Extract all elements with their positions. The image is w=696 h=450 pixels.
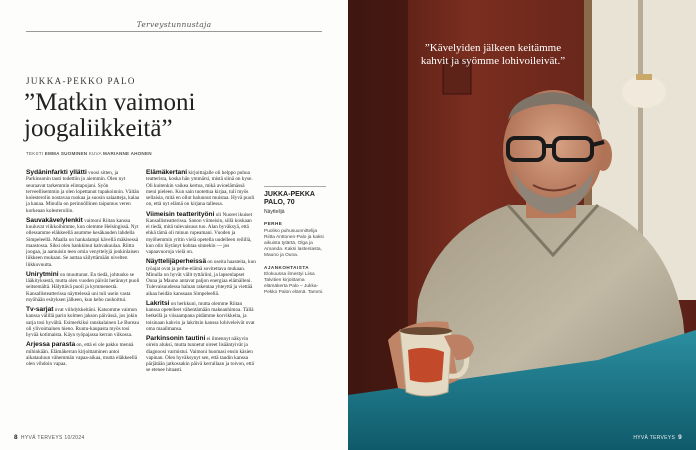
text-column-1 [26, 170, 140, 371]
bio-sidebar [264, 186, 326, 302]
paragraph [26, 307, 140, 338]
wall-lamp [622, 76, 666, 108]
paragraph-lead: Sydäninfarkti yllätti [26, 169, 87, 176]
page-number: 9 [678, 434, 682, 441]
bio-name: JUKKA-PEKKA PALO, 70 [264, 191, 315, 206]
paragraph-body: oli Nuoret ikuiset Kansallisteatterissa. Sanon viimeisin, sillä koskaan ei tiedä, mitä tulevaisuus tuo. Alan byväksyä, että ehkä tämä oli minun rupeamani. Vuoden ja myöhemmin yritin vielä opetella uudelleen reilillä, kun olin löytänyt kohtaa sinnekin — jos vapaavuoroja vielä on. [146, 211, 253, 255]
paragraph-lead: Sauvakävelylenkit [26, 216, 83, 224]
paragraph-body: ei ilmennyt näkyvin oirein aluksi, mutta tunnetut oireet lisääntyivät ja diagnoosi varmistui. Vaimoni huomasi ensin käsien vapinan. Olen hyväksynyt sen, että taudin kanssa pärjätään jatkossakin päivä kerrallaan ja toivon, että se etenee hitaasti. [146, 336, 254, 374]
paragraph-lead: Lakritsi [146, 299, 170, 307]
lamp-arm [636, 74, 652, 80]
article-credits [26, 151, 152, 156]
paragraph-lead: Näyttelijäperheissä [146, 258, 207, 266]
paragraph [146, 301, 256, 332]
text-label: TEKSTI [26, 151, 44, 156]
paragraph-body: on useita haasteita, kun työajat ovat ja perhe-elämä sovitettava mukaan. Minulla on hyvät välit tyttäriini, ja lapsenlapset Ouna ja Mauno antavat paljon energiaa elämälleni. Tulevaisuudessa haluan rakentaa yhteyttä ja viettää aikaa heidän kanssaan Simpeleellä. [146, 259, 256, 297]
paragraph-body: on muuttunut. En tiedä, johtuuko se lääkityksestä, mutta olen vuoden päivät herännyt puoli seitsemältä. Hälyttävä puoli ja kymmenestä. Kansallisteatterissa näyttelessä uni tuli usein vasta myöhään esityksen jälkeen, kun keho rauhoittui. [26, 271, 140, 303]
paragraph-body: on herkkuni, mutta olemme Riitan kanssa opetelleet vähentämään makeanhimoa. Tällä hetkellä ja viisaampana pidämme korvikkeita, ja toisinaan kahvin ja lakritsin kanssa lohiveleivät ovat oma maailmansa. [146, 300, 255, 332]
bio-rule [264, 186, 326, 187]
magazine-name: HYVÄ TERVEYS [633, 435, 676, 441]
paragraph-body: vaimoni Riitan kanssa kuuluvat viikkoihimme, kun olemme Helsingissä. Nyt ollessamme eläkkeellä asumme kesäkauden lahdella Simpeleellä. Maalla on hankalampi kävellä mäkisessä maastossa. Siksi olen hankkinut kahvakuulaa. Riitta joogaa, ja aamuisin teen omia venyttelyjä jonkinlaisen liikkeen mukaan. Se auttaa säilyttämään nivelten liikkuvuutta. [26, 217, 139, 268]
folio-left [14, 434, 85, 441]
right-page [348, 0, 696, 450]
paragraph [26, 272, 140, 303]
pull-quote: ”Kävelyiden jälkeen keitämme kahvit ja syömme lohivoileivät.” [420, 42, 566, 67]
paragraph [146, 336, 256, 374]
paragraph [26, 170, 140, 214]
paragraph-lead: Arjessa parasta [26, 341, 76, 349]
paragraph-lead: Unirytmini [26, 270, 59, 278]
text-column-2 [146, 170, 256, 378]
article-kicker: JUKKA-PEKKO PALO [26, 76, 136, 86]
bio-role: Näyttelijä [264, 209, 285, 215]
paragraph [146, 170, 256, 208]
portrait-photo [348, 0, 696, 450]
paragraph [146, 212, 256, 256]
paragraph-lead: Parkinsonin tautini [146, 335, 206, 342]
paragraph-lead: Elämäkertani [146, 169, 188, 176]
photo-author: MARIANNE AHONEN [102, 151, 152, 156]
paragraph-lead: Tv-sarjat [26, 306, 54, 313]
paragraph-body: ovat viihdykkeitäni. Katsomme vaimon kanssa välillä parin kolmen jakson päivässä, jos jokin sarja tosi hyvältä. Esimerkiksi ranskalainen Le Bureau oli ylivoimainen hieno. Ruutu-kaupasta myös tosi hyvää kotimaista. Käyn työpajassa kerran viikossa. [26, 307, 140, 338]
paragraph [26, 342, 140, 367]
photo-label: KUVA [88, 151, 102, 156]
top-rule [26, 31, 322, 32]
page-number: 8 [14, 434, 18, 441]
paragraph-body: kirjoittajalle oli helppo puhua teatterista, koska hän ymmärsi, mistä siinä on kyse. Oli kuitenkin vaikea kertoa, mikä avioelämässä meni pieleen. Kun sain tuotettua kirjaa, tuli myös sellaisia, mitä en ollut halunnut muistaa. Hyvä puoli on, että nyt elämä on kirjana tallessa. [146, 170, 255, 208]
magazine-name: HYVÄ TERVEYS 10/2024 [20, 435, 85, 441]
paragraph-body: vuosi sitten, ja Parkinsonin tauti todettiin jo aiemmin. Olen nyt seuraavat tarkemmin elintapojani. Syön terveellisemmin ja olen lopettanut tupakoinnin. Väitän kolesterolin nostavaa ruokaa ja suosin salaatteja, kalaa ja kanaa. Minulla on perinnöllinen taipumus veren korkeaan kolesteroliin. [26, 170, 140, 214]
text-author: EMMA SUOMINEN [44, 151, 88, 156]
paragraph [26, 218, 140, 268]
bio-current-heading: AJANKOHTAISTA [264, 264, 310, 270]
bio-family-text: Puoliso puhusuunnittelija Riitta Anttonen-Palo ja kaksi aikuista tytärtä, Olga ja Amanda. Kaksi lastenlasta, Mauno ja Ouna. [264, 228, 324, 258]
paragraph-lead: Viimeisin teatterityöni [146, 210, 215, 218]
bio-current-text: Elokuussa ilmestyi Liisa Talvitien kirjoittama elämäkerta Palo – Jukka-Pekko Palon elämä. Tammi. [264, 271, 324, 295]
bio-family-heading: PERHE [264, 221, 283, 227]
paragraph [146, 259, 256, 297]
section-label: Terveystunnustaja [136, 20, 212, 29]
paragraph-body: on, että ei ole pakko mennä mihinkään. Elämäkerran kirjoittaminen antoi aikatauluun vähemmän vapaa-aikaa, mutta eläkkeellä olen vihdoin vapaa. [26, 342, 138, 367]
article-headline: ”Matkin vaimoni joogaliikkeitä” [24, 89, 196, 142]
folio-right [633, 434, 682, 441]
